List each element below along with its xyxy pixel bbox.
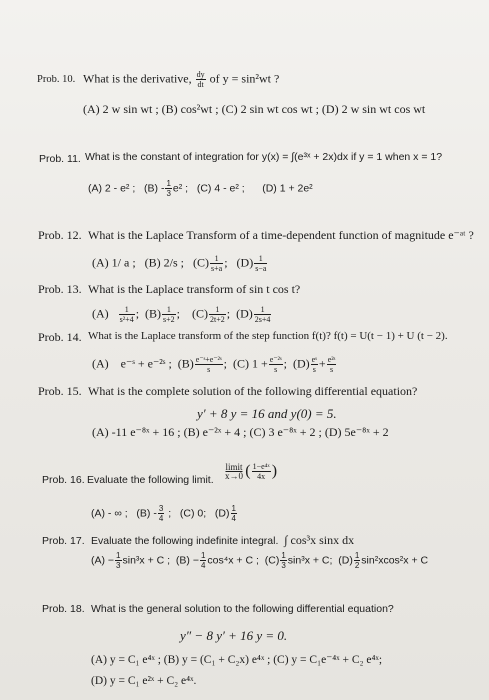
problem-15-equation: y′ + 8 y = 16 and y(0) = 5. [197, 406, 337, 421]
p17-c-den: 3 [281, 561, 286, 570]
problem-17-label: Prob. 17. [42, 535, 85, 547]
p16-answer-a: (A) - ∞ ; [91, 507, 128, 520]
problem-11-answers [88, 179, 313, 198]
p13-b-text: ; [176, 306, 181, 321]
p13-answer-d: (D) [236, 306, 253, 321]
problem-14-label: Prob. 14. [38, 330, 82, 344]
p14-b-text: ; [223, 356, 227, 371]
p14-answer-a: (A) [92, 356, 109, 371]
problem-11-label: Prob. 11. [39, 153, 81, 165]
p16-d-num: 1 [231, 504, 236, 513]
p13-a-num: 1 [119, 305, 135, 315]
p12-d-den: s−a [255, 264, 267, 273]
p17-answer-a: (A) − [91, 554, 115, 567]
p16-answer-d: (D) [214, 507, 230, 520]
p11-answer-a: (A) 2 - e² ; [88, 182, 136, 195]
p16-d-den: 4 [231, 514, 236, 523]
p17-b-text: cos⁴x + C ; [207, 554, 259, 567]
problem-17-question-text: Evaluate the following indefinite integral. [91, 535, 279, 547]
p12-answer-c: (C) [193, 255, 209, 270]
problem-17-integral: ∫ cos³x sinx dx [284, 533, 355, 547]
p17-answer-d: (D) [338, 554, 353, 567]
p12-answer-a: (A) 1/ a ; [92, 255, 136, 270]
problem-16-label: Prob. 16. [42, 474, 85, 486]
problem-12-question: What is the Laplace Transform of a time-dependent function of magnitude e⁻ᵃᵗ ? [88, 228, 474, 242]
p12-c-num: 1 [210, 254, 223, 264]
p14-b-den: s [207, 365, 211, 374]
problem-10-expr: of y = sin²wt ? [209, 71, 280, 86]
derivative-fraction [196, 70, 206, 89]
p16-answer-c: (C) 0; [179, 507, 207, 520]
p14-d-plus: + [318, 356, 326, 371]
p16-b-num: 3 [158, 504, 164, 513]
p13-b-num: 1 [162, 305, 176, 315]
p14-b-num: e⁻ˢ+e⁻²ˢ [195, 355, 222, 364]
limit-den: 4x [257, 472, 266, 481]
problem-18-equation: y″ − 8 y′ + 16 y = 0. [180, 628, 288, 643]
problem-12-answers [92, 254, 268, 273]
p17-answer-b: (B) − [175, 554, 199, 567]
p11-answer-b: (B) - [144, 182, 165, 195]
p17-d-den: 2 [354, 561, 360, 570]
problem-10-label: Prob. 10. [37, 74, 76, 85]
problem-15-question: What is the complete solution of the following differential equation? [88, 384, 418, 398]
p17-a-num: 1 [116, 551, 121, 560]
p13-answer-b: (B) [145, 306, 162, 321]
problem-18-answers-line1: (A) y = C₁ e⁴ˣ ; (B) y = (C₁ + C₂x) e⁴ˣ ; (C) y = C₁e⁻⁴ˣ + C₂ e⁴ˣ; [91, 654, 383, 666]
problem-11-question: What is the constant of integration for y(x) = ∫(e³ˣ + 2x)dx if y = 1 when x = 1? [85, 151, 443, 163]
p13-d-den: 2s+4 [254, 315, 271, 324]
p11-answer-c: (C) 4 - e² ; [196, 182, 245, 195]
deriv-den: dt [197, 80, 204, 89]
p13-d-num: 1 [254, 305, 272, 315]
p14-answer-b: (B) [177, 356, 194, 371]
p17-c-num: 1 [281, 551, 286, 560]
p13-a-den: s²+4 [119, 315, 134, 324]
problem-15-answers: (A) -11 e⁻⁸ˣ + 16 ; (B) e⁻²ˣ + 4 ; (C) 3 e⁻⁸ˣ + 2 ; (D) 5e⁻⁸ˣ + 2 [92, 425, 389, 439]
p12-d-num: 1 [254, 254, 267, 264]
p14-d-num: eˢ [311, 355, 317, 364]
p11-b-den: 3 [166, 189, 171, 198]
problem-18-answers-line2: (D) y = C₁ e²ˣ + C₂ e⁴ˣ. [91, 675, 197, 687]
problem-14-question: What is the Laplace transform of the step function f(t)? f(t) = U(t − 1) + U (t − 2). [88, 330, 448, 342]
problem-14-answers [92, 355, 337, 374]
p12-answer-b: (B) 2/s ; [144, 255, 184, 270]
p16-answer-b: (B) - [136, 507, 157, 520]
problem-13-answers [92, 305, 272, 324]
limit-word: limit [225, 461, 243, 472]
p17-answer-c: (C) [264, 554, 280, 567]
p17-a-text: sin³x + C ; [122, 554, 171, 567]
p16-b-text: ; [168, 507, 172, 520]
p13-a-text: ; [135, 306, 140, 321]
problem-17-question [91, 533, 354, 548]
p17-b-den: 4 [200, 561, 206, 570]
p17-c-text: sin³x + C; [287, 554, 333, 567]
problem-10-question-text: What is the derivative, [83, 71, 192, 86]
p14-a-text: e⁻ˢ + e⁻²ˢ ; [120, 356, 172, 371]
p14-d-num2: e²ˢ [327, 355, 336, 364]
p13-b-den: s+2 [163, 315, 175, 324]
p14-d-den: s [312, 365, 316, 374]
p11-answer-d: (D) 1 + 2e² [262, 182, 313, 195]
problem-10-answers: (A) 2 w sin wt ; (B) cos²wt ; (C) 2 sin wt cos wt ; (D) 2 w sin wt cos wt [83, 102, 426, 116]
p12-c-den: s+a [211, 264, 223, 273]
p14-answer-d: (D) [292, 356, 310, 371]
p17-b-num: 1 [200, 551, 206, 560]
deriv-num: dy [196, 70, 205, 79]
p13-c-den: 2t+2 [210, 315, 225, 324]
p13-answer-a: (A) [92, 306, 109, 321]
p14-c-den: s [274, 365, 278, 374]
limit-expression: $\frac{\text{limit}}{x\to 0}$ ( $\frac{\text{1−e⁴ˣ}}{4x}$ ) [225, 461, 278, 481]
p14-c-num: e⁻²ˢ [269, 355, 282, 364]
p13-c-num: 1 [209, 305, 226, 315]
problem-15-label: Prob. 15. [38, 384, 82, 398]
problem-13-question: What is the Laplace transform of sin t cos t? [88, 282, 301, 296]
p16-b-den: 4 [158, 514, 164, 523]
limit-num: 1−e⁴ˣ [252, 462, 270, 471]
problem-13-label: Prob. 13. [38, 282, 82, 296]
problem-18-question: What is the general solution to the following differential equation? [91, 603, 394, 615]
p17-a-den: 3 [116, 561, 121, 570]
p17-d-num: 1 [354, 551, 360, 560]
problem-16-question: Evaluate the following limit. [87, 474, 214, 486]
p13-c-text: ; [226, 306, 231, 321]
p14-c-text: ; [283, 356, 287, 371]
p14-d-den2: s [329, 365, 334, 374]
problem-12-label: Prob. 12. [38, 228, 82, 242]
p11-b-text: e² ; [172, 182, 189, 195]
problem-17-answers [91, 551, 428, 570]
problem-10-question [83, 70, 279, 89]
p14-answer-c: (C) 1 + [233, 356, 268, 371]
p12-answer-d: (D) [236, 255, 254, 270]
p13-answer-c: (C) [192, 306, 209, 321]
problem-18-label: Prob. 18. [42, 603, 85, 615]
p12-c-text: ; [224, 255, 228, 270]
problem-16-answers [91, 504, 238, 523]
p17-d-text: sin²xcos²x + C [361, 554, 429, 567]
p11-b-num: 1 [166, 179, 171, 188]
limit-sub: x→0 [225, 470, 243, 481]
